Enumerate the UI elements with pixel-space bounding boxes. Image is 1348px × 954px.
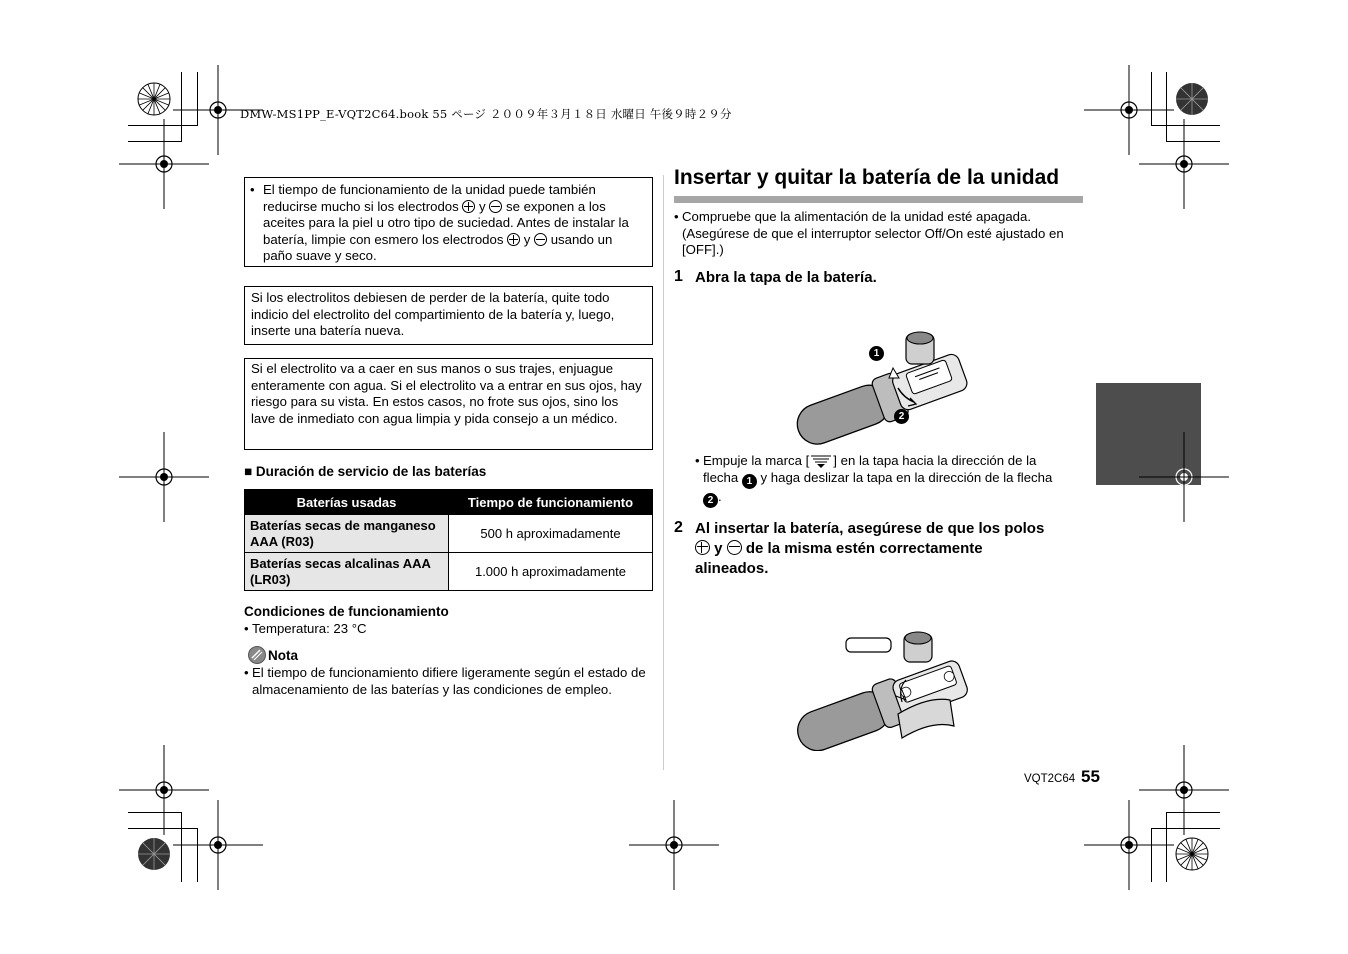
step1-number: 1 — [674, 268, 683, 285]
electrolyte-leak-text: Si los electrolitos debiesen de perder de la batería, quite todo indicio del electrolito del compartimiento de la batería y, luego, inserte una batería nueva. — [251, 290, 615, 339]
note-icon — [247, 645, 267, 665]
table-header-time: Tiempo de funcionamiento — [449, 490, 653, 515]
electrolyte-leak-box — [244, 286, 653, 345]
note-text-1: El tiempo de funcionamiento de la unidad puede también reducirse mucho si los electrodos — [263, 182, 596, 214]
battery-type-cell: Baterías secas de manganeso AAA (R03) — [245, 515, 449, 553]
bullet: • — [250, 182, 255, 197]
nota-text: El tiempo de funcionamiento difiere ligeramente según el estado de almacenamiento de las baterías y las condiciones de empleo. — [252, 665, 646, 697]
open-cover-illustration — [778, 326, 978, 446]
table-row — [245, 553, 653, 591]
table-row — [245, 515, 653, 553]
electrode-note-box — [244, 177, 653, 267]
step2-text-c: de la misma estén correctamente — [745, 540, 983, 557]
note-text-5: usando un paño suave y seco. — [263, 231, 613, 264]
battery-type-cell: Baterías secas alcalinas AAA (LR03) — [245, 553, 449, 591]
nota-body — [244, 665, 654, 698]
page-number: 55 — [1081, 767, 1100, 786]
arrow-marker-1: 1 — [869, 346, 884, 361]
step2-text-a: Al insertar la batería, asegúrese de que los polos — [695, 520, 1045, 537]
service-life-heading: ■ Duración de servicio de las baterías — [244, 464, 487, 479]
minus-electrode-icon — [489, 200, 502, 213]
bullet: • — [674, 209, 679, 224]
minus-electrode-icon — [534, 233, 547, 246]
minus-pole-icon — [727, 540, 742, 555]
arrow-marker-1: 1 — [742, 474, 757, 489]
push-text-a: Empuje la marca [ — [703, 453, 810, 468]
page-title: Insertar y quitar la batería de la unidad — [674, 166, 1060, 189]
plus-electrode-icon — [462, 200, 475, 213]
step1-text: Abra la tapa de la batería. — [695, 269, 877, 286]
intro-line-1: Compruebe que la alimentación de la unidad esté apagada. — [682, 209, 1031, 224]
footer-code: VQT2C64 — [1024, 773, 1076, 785]
table-header-battery: Baterías usadas — [245, 490, 449, 515]
push-text-d: y haga deslizar la tapa en la dirección de la flecha — [760, 469, 1053, 485]
arrow-marker-2: 2 — [703, 493, 718, 508]
title-underline — [674, 196, 1083, 203]
electrolyte-warning-box — [244, 358, 653, 450]
arrow-marker-2: 2 — [894, 409, 909, 424]
bullet: • — [244, 665, 249, 680]
step2-text-b: y — [714, 540, 723, 557]
battery-table — [244, 489, 653, 591]
nota-title: Nota — [268, 648, 298, 663]
step2-text — [695, 519, 1085, 579]
note-text-4: y — [523, 231, 531, 247]
operating-time-cell: 500 h aproximadamente — [449, 515, 653, 553]
push-instruction — [695, 453, 1085, 508]
conditions-item: • Temperatura: 23 °C — [244, 621, 367, 636]
push-text-b: ] en la tapa hacia la dirección de la — [833, 453, 1037, 468]
note-text-2: y — [479, 198, 486, 214]
bullet: • — [695, 453, 700, 468]
plus-pole-icon — [695, 540, 710, 555]
table-header-row — [245, 490, 653, 515]
intro-line-2: (Asegúrese de que el interruptor selector Off/On esté ajustado en [OFF].) — [682, 225, 1064, 258]
push-text-e: . — [718, 488, 722, 504]
cover-mark-icon — [809, 454, 833, 468]
step2-number: 2 — [674, 519, 683, 536]
electrolyte-warning-text: Si el electrolito va a caer en sus manos o sus trajes, enjuague enteramente con agua. Si el electrolito va a entrar en sus ojos, hay riesgo para su vista. En estos casos, no frote sus ojos, sino los lave de inmediato con agua limpia y pida consejo a un médico. — [251, 361, 642, 426]
insert-battery-illustration — [776, 626, 976, 751]
print-header: DMW-MS1PP_E-VQT2C64.book 55 ページ ２００９年３月１８日 水曜日 午後９時２９分 — [240, 107, 732, 121]
operating-time-cell: 1.000 h aproximadamente — [449, 553, 653, 591]
note-text-3: se exponen a los aceites para la piel u otro tipo de suciedad. Antes de instalar la batería, limpie con esmero los electrodos — [263, 198, 629, 247]
step2-text-d: alineados. — [695, 560, 769, 577]
intro-bullet — [674, 209, 1084, 259]
plus-electrode-icon — [507, 233, 520, 246]
conditions-title: Condiciones de funcionamiento — [244, 604, 449, 619]
push-text-c: flecha — [703, 469, 739, 485]
tab-registration-mark — [1134, 427, 1234, 527]
